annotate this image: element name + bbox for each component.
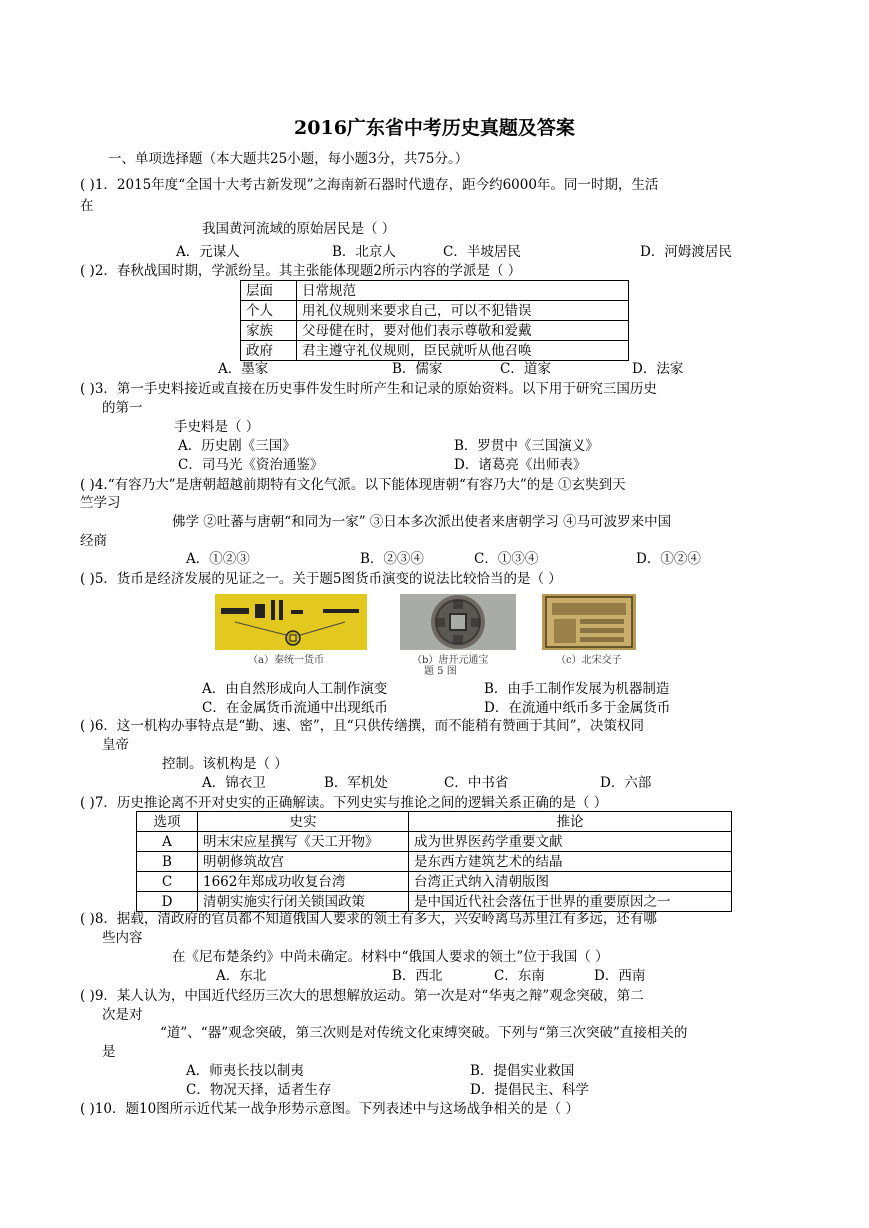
q9-option-c: C．物况天择，适者生存: [186, 1082, 332, 1098]
q7-stem: ( )7．历史推论离不开对史实的正确解读。下列史实与推论之间的逻辑关系正确的是（ ）: [80, 795, 608, 811]
table-cell: 君主遵守礼仪规则，臣民就听从他召唤: [297, 341, 629, 361]
q8-stem: ( )8．据载，清政府的官员都不知道俄国人要求的领土有多大，兴安岭离乌苏里江有多远，还有哪: [80, 911, 657, 927]
q6-option-b: B．军机处: [324, 775, 388, 791]
table-cell: 清朝实施实行闭关锁国政策: [198, 892, 409, 912]
table-cell: 成为世界医药学重要文献: [409, 832, 732, 852]
q3-option-a: A．历史剧《三国》: [178, 438, 296, 454]
table-cell: 是东西方建筑艺术的结晶: [409, 852, 732, 872]
q6-stem-wrap: 皇帝: [102, 737, 129, 753]
table-header-cell: 史实: [198, 812, 409, 832]
figure-label: 题 5 图: [424, 666, 457, 677]
q2-option-a: A．墨家: [218, 361, 269, 377]
q6-option-a: A．锦衣卫: [202, 775, 266, 791]
section-heading: 一、单项选择题（本大题共25小题，每小题3分，共75分。）: [108, 151, 469, 167]
table-cell: C: [137, 872, 198, 892]
q9-stem-cont: “道”、“器”观念突破，第三次则是对传统文化束缚突破。下列与“第三次突破”直接相关的: [160, 1025, 688, 1041]
table-row: [137, 892, 732, 912]
q4-option-a: A．①②③: [186, 551, 250, 567]
q1-option-b: B．北京人: [332, 244, 396, 260]
kaiyuan-coin-image: [400, 594, 516, 650]
table-cell: D: [137, 892, 198, 912]
q5-option-b: B．由手工制作发展为机器制造: [484, 681, 670, 697]
q9-option-b: B．提倡实业救国: [470, 1063, 575, 1079]
q9-option-d: D．提倡民主、科学: [470, 1082, 589, 1098]
q4-stem-wrap: 竺学习: [80, 495, 121, 511]
q6-option-c: C．中书省: [444, 775, 509, 791]
q3-option-c: C．司马光《资治通鉴》: [178, 457, 324, 473]
q5-option-c: C．在金属货币流通中出现纸币: [202, 700, 388, 716]
q1-option-a: A．元谋人: [176, 244, 240, 260]
table-cell: A: [137, 832, 198, 852]
q1-stem: ( )1．2015年度“全国十大考古新发现”之海南新石器时代遗存，距今约6000年。同一时期，生活: [80, 177, 659, 193]
table-header-cell: 选项: [137, 812, 198, 832]
q3-option-b: B．罗贯中《三国演义》: [454, 438, 599, 454]
table-cell: 层面: [241, 281, 297, 301]
q4-stem-cont: 佛学 ②吐蕃与唐朝“和同为一家” ③日本多次派出使者来唐朝学习 ④马可波罗来中国: [172, 514, 672, 530]
q8-option-b: B．西北: [392, 968, 443, 984]
table-row: [137, 852, 732, 872]
table-row: [241, 281, 629, 301]
table-cell: 台湾正式纳入清朝版图: [409, 872, 732, 892]
q1-option-c: C．半坡居民: [443, 244, 521, 260]
table-cell: 政府: [241, 341, 297, 361]
table-cell: 明朝修筑故宫: [198, 852, 409, 872]
table-cell: 明末宋应星撰写《天工开物》: [198, 832, 409, 852]
q1-stem-cont: 我国黄河流域的原始居民是（ ）: [202, 221, 396, 237]
q6-stem-cont: 控制。该机构是（ ）: [162, 756, 288, 772]
table-cell: 用礼仪规则来要求自己，可以不犯错误: [297, 301, 629, 321]
q2-option-d: D．法家: [632, 361, 684, 377]
q5-option-a: A．由自然形成向人工制作演变: [202, 681, 388, 697]
table-row: [137, 832, 732, 852]
table-row: [241, 341, 629, 361]
page-title: 2016广东省中考历史真题及答案: [294, 117, 575, 139]
q9-stem: ( )9．某人认为，中国近代经历三次大的思想解放运动。第一次是对“华夷之辩”观念突破，第二: [80, 988, 644, 1004]
q7-table: [136, 811, 732, 912]
q8-option-a: A．东北: [216, 968, 267, 984]
q2-option-c: C．道家: [500, 361, 551, 377]
figure-caption: （c）北宋交子: [556, 655, 622, 666]
table-cell: 日常规范: [297, 281, 629, 301]
table-cell: 家族: [241, 321, 297, 341]
q4-option-d: D．①②④: [636, 551, 701, 567]
table-cell: 是中国近代社会落伍于世界的重要原因之一: [409, 892, 732, 912]
q8-stem-wrap: 些内容: [102, 930, 143, 946]
q9-option-a: A．师夷长技以制夷: [186, 1063, 304, 1079]
table-cell: 父母健在时，要对他们表示尊敬和爱戴: [297, 321, 629, 341]
table-cell: 个人: [241, 301, 297, 321]
q4-stem-wrap2: 经商: [80, 533, 107, 549]
q6-option-d: D．六部: [600, 775, 652, 791]
qin-currency-image: [215, 594, 367, 650]
q2-option-b: B．儒家: [392, 361, 443, 377]
q3-stem-wrap: 的第一: [102, 400, 143, 416]
table-row: [241, 301, 629, 321]
q5-stem: ( )5．货币是经济发展的见证之一。关于题5图货币演变的说法比较恰当的是（ ）: [80, 571, 562, 587]
q4-stem: ( )4.“有容乃大”是唐朝超越前期特有文化气派。以下能体现唐朝“有容乃大”的是 ①玄奘到天: [80, 477, 626, 493]
figure-caption: （a）秦统一货币: [248, 655, 324, 666]
table-cell: B: [137, 852, 198, 872]
q3-stem: ( )3．第一手史料接近或直接在历史事件发生时所产生和记录的原始资料。以下用于研究三国历史: [80, 381, 657, 397]
q8-option-d: D．西南: [594, 968, 646, 984]
q3-option-d: D．诸葛亮《出师表》: [454, 457, 587, 473]
q9-stem-wrap: 次是对: [102, 1007, 143, 1023]
table-header-row: [137, 812, 732, 832]
table-header-cell: 推论: [409, 812, 732, 832]
q8-option-c: C．东南: [494, 968, 545, 984]
table-row: [137, 872, 732, 892]
q8-stem-cont: 在《尼布楚条约》中尚未确定。材料中“俄国人要求的领土”位于我国（ ）: [172, 949, 609, 965]
q6-stem: ( )6．这一机构办事特点是“勤、速、密”，且“只供传缮撰，而不能稍有赞画于其间”，决策权同: [80, 718, 645, 734]
q10-stem: ( )10．题10图所示近代某一战争形势示意图。下列表述中与这场战争相关的是（ ）: [80, 1101, 579, 1117]
q4-option-c: C．①③④: [474, 551, 539, 567]
q2-stem: ( )2．春秋战国时期，学派纷呈。其主张能体现题2所示内容的学派是（ ）: [80, 263, 522, 279]
jiaozi-note-image: [542, 594, 636, 650]
q9-stem-wrap2: 是: [102, 1044, 116, 1060]
q2-table: [240, 280, 629, 361]
figure-caption: （b）唐开元通宝: [412, 655, 489, 666]
table-row: [241, 321, 629, 341]
table-cell: 1662年郑成功收复台湾: [198, 872, 409, 892]
q1-option-d: D．河姆渡居民: [640, 244, 732, 260]
q3-stem-cont: 手史料是（ ）: [174, 419, 260, 435]
q4-option-b: B．②③④: [360, 551, 424, 567]
q5-option-d: D．在流通中纸币多于金属货币: [484, 700, 671, 716]
q1-stem-wrap: 在: [80, 198, 94, 214]
